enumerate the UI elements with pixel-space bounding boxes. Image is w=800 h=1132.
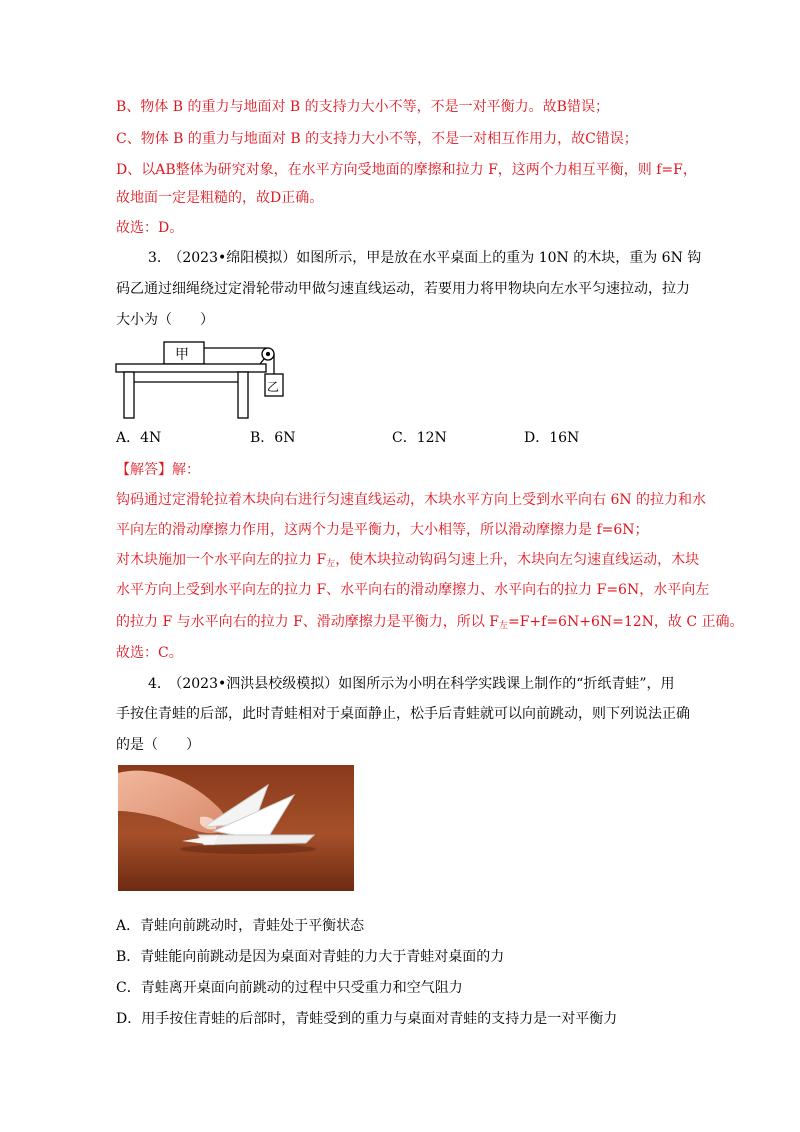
question-3-solution-p3 bbox=[116, 550, 699, 574]
table-top bbox=[116, 364, 266, 372]
origami-frog-photo bbox=[118, 765, 354, 891]
question-3-solution-header: 【解答】解： bbox=[116, 462, 200, 478]
solution-p5-start: 的拉力 F 与水平向右的拉力 F、滑动摩擦力是平衡力，所以 F bbox=[116, 614, 499, 630]
question-3-option-d: D．16N bbox=[524, 430, 580, 446]
subscript-left: 左 bbox=[498, 621, 508, 631]
question-4-line3: 的是（ ） bbox=[116, 737, 200, 753]
block-label: 甲 bbox=[175, 347, 189, 363]
question-3-line3: 大小为（ ） bbox=[116, 312, 214, 328]
solution-p3-start: 对木块施加一个水平向左的拉力 F bbox=[116, 552, 327, 568]
solution-p3-end: ，使木块拉动钩码匀速上升，木块向左匀速直线运动，木块 bbox=[335, 552, 700, 568]
subscript-left: 左 bbox=[326, 559, 336, 569]
solution-answer: 故选：D。 bbox=[116, 220, 184, 236]
table-leg-right bbox=[238, 372, 248, 418]
frog-shadow bbox=[180, 844, 316, 854]
question-3-solution-p5 bbox=[116, 612, 744, 636]
solution-option-d-line1: D、以AB整体为研究对象，在水平方向受地面的摩擦和拉力 F，这两个力相互平衡，则 f=F， bbox=[116, 162, 697, 178]
table-leg-left bbox=[124, 372, 134, 418]
table-pulley-diagram bbox=[112, 336, 302, 422]
solution-p5-end: =F+f=6N+6N=12N，故 C 正确。 bbox=[507, 614, 744, 630]
question-3-solution-p1: 钩码通过定滑轮拉着木块向右进行匀速直线运动，木块水平方向上受到水平向右 6N 的拉力和水 bbox=[116, 492, 707, 508]
question-3-solution-p4: 水平方向上受到水平向左的拉力 F、水平向右的滑动摩擦力、水平向右的拉力 F=6N，水平向左 bbox=[116, 582, 710, 598]
question-4-option-b: B．青蛙能向前跳动是因为桌面对青蛙的力大于青蛙对桌面的力 bbox=[116, 949, 505, 965]
question-3-option-b: B．6N bbox=[250, 430, 296, 446]
question-3-line1: 3. （2023•绵阳模拟）如图所示，甲是放在水平桌面上的重为 10N 的木块，重为 6N 钩 bbox=[148, 250, 702, 266]
weight-label: 乙 bbox=[267, 380, 280, 394]
solution-option-c: C、物体 B 的重力与地面对 B 的支持力大小不等，不是一对相互作用力，故C错误； bbox=[116, 131, 638, 147]
question-4-option-d: D．用手按住青蛙的后部时，青蛙受到的重力与桌面对青蛙的支持力是一对平衡力 bbox=[116, 1011, 618, 1027]
question-3-solution-answer: 故选：C。 bbox=[116, 645, 183, 661]
question-4-option-a: A．青蛙向前跳动时，青蛙处于平衡状态 bbox=[116, 918, 365, 934]
question-4-option-c: C．青蛙离开桌面向前跳动的过程中只受重力和空气阻力 bbox=[116, 980, 463, 996]
question-3-option-c: C．12N bbox=[392, 430, 447, 446]
pulley-axle bbox=[267, 353, 270, 356]
question-3-line2: 码乙通过细绳绕过定滑轮带动甲做匀速直线运动，若要用力将甲物块向左水平匀速拉动，拉力 bbox=[116, 281, 690, 297]
question-4-line1: 4. （2023•泗洪县校级模拟）如图所示为小明在科学实践课上制作的“折纸青蛙”，用 bbox=[148, 676, 675, 692]
question-4-line2: 手按住青蛙的后部，此时青蛙相对于桌面静止，松手后青蛙就可以向前跳动，则下列说法正确 bbox=[116, 706, 690, 722]
solution-option-d-line2: 故地面一定是粗糙的，故D正确。 bbox=[116, 190, 324, 206]
solution-option-b: B、物体 B 的重力与地面对 B 的支持力大小不等，不是一对平衡力。故B错误； bbox=[116, 99, 609, 115]
question-3-option-a: A．4N bbox=[116, 430, 162, 446]
question-3-solution-p2: 平向左的滑动摩擦力作用，这两个力是平衡力，大小相等，所以滑动摩擦力是 f=6N； bbox=[116, 522, 649, 538]
